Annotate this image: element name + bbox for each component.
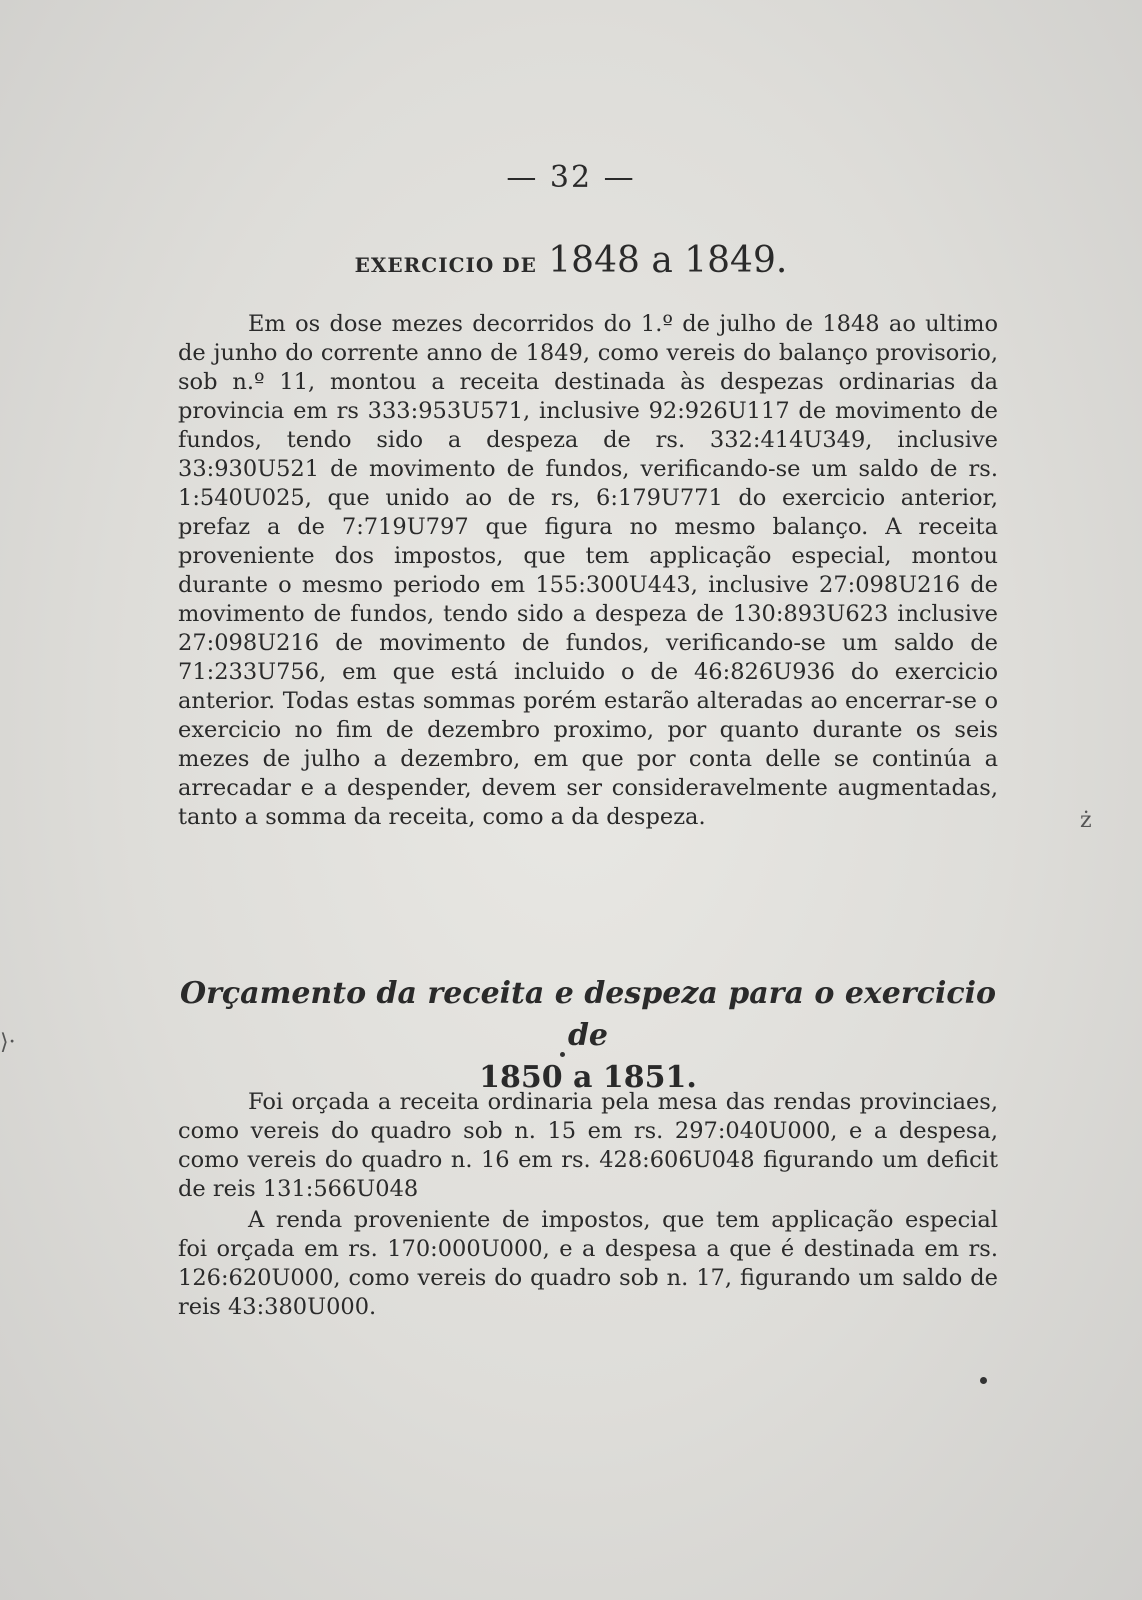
budget-subheading-years: 1850 a 1851. (479, 1060, 697, 1095)
paragraph-exercise-summary: Em os dose mezes decorridos do 1.º de julho de 1848 ao ultimo de junho do corrente anno de 1849, como vereis do balanço provisorio, sob n.º 11, montou a receita destinada às despezas ordinarias da provincia em rs 333:953U571, inclusive 92:926U117 de movimento de fundos, tendo sido a despeza de rs. 332:414U349, inclusive 33:930U521 de movimento de fundos, verificando-se um saldo de rs. 1:540U025, que unido ao de rs, 6:179U771 do exercicio anterior, prefaz a de 7:719U797 que figura no mesmo balanço. A receita proveniente dos impostos, que tem applicação especial, montou durante o mesmo periodo em 155:300U443, inclusive 27:098U216 de movimento de fundos, tendo sido a despeza de 130:893U623 inclusive 27:098U216 de movimento de fundos, verificando-se um saldo de 71:233U756, em que está incluido o de 46:826U936 do exercicio anterior. Todas estas sommas porém estarão alteradas ao encerrar-se o exercicio no fim de dezembro proximo, por quanto durante os seis mezes de julho a dezembro, em que por conta delle se continúa a arrecadar e a despender, devem ser consideravelmente augmentadas, tanto a somma da receita, como a da despeza. (178, 311, 998, 830)
section-heading-label: EXERCICIO DE (354, 253, 537, 277)
ink-dot (560, 1052, 565, 1057)
paragraph-special-budget: A renda proveniente de impostos, que tem applicação especial foi orçada em rs. 170:000U000, e a despesa a que é destinada em rs. 126:620U000, como vereis do quadro sob n. 17, figurando um saldo de reis 43:380U000. (178, 1207, 998, 1320)
ink-dot (980, 1377, 987, 1384)
left-margin-mark: ⟩· (0, 1030, 16, 1055)
page-number: — 32 — (506, 160, 636, 195)
right-margin-mark: ż (1080, 808, 1092, 833)
budget-subheading-line1: Orçamento da receita e despeza para o exercicio de (179, 976, 997, 1053)
section-heading (0, 240, 1142, 281)
section-heading-years: 1848 a 1849. (548, 240, 788, 281)
budget-subheading (178, 973, 998, 1099)
paragraph-ordinary-budget: Foi orçada a receita ordinaria pela mesa das rendas provinciaes, como vereis do quadro sob n. 15 em rs. 297:040U000, e a despesa, como vereis do quadro n. 16 em rs. 428:606U048 figurando um deficit de reis 131:566U048 (178, 1089, 998, 1202)
